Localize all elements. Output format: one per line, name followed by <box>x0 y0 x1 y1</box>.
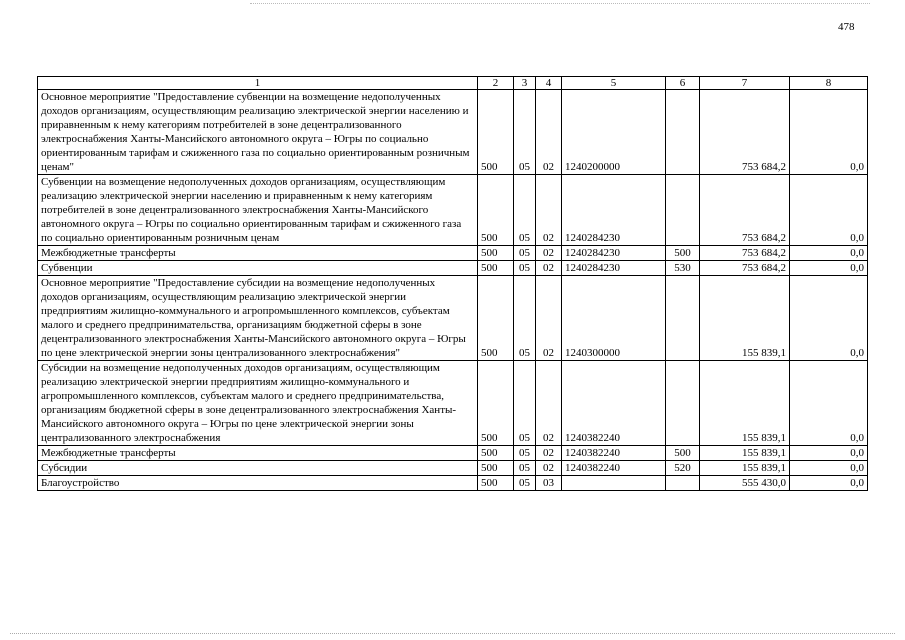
cell-col5: 1240284230 <box>562 261 666 276</box>
table-row <box>38 461 868 476</box>
cell-col6 <box>666 361 700 446</box>
cell-col8: 0,0 <box>790 276 868 361</box>
cell-col2: 500 <box>478 261 514 276</box>
budget-table <box>37 76 868 491</box>
cell-col7: 155 839,1 <box>700 361 790 446</box>
cell-col5: 1240200000 <box>562 90 666 175</box>
table-row <box>38 361 868 446</box>
cell-col2: 500 <box>478 446 514 461</box>
cell-col3: 05 <box>514 261 536 276</box>
cell-col5 <box>562 476 666 491</box>
column-header: 7 <box>700 77 790 90</box>
cell-col7: 155 839,1 <box>700 461 790 476</box>
column-header: 4 <box>536 77 562 90</box>
cell-col4: 03 <box>536 476 562 491</box>
cell-col6 <box>666 476 700 491</box>
cell-col4: 02 <box>536 90 562 175</box>
cell-col2: 500 <box>478 175 514 246</box>
column-header: 1 <box>38 77 478 90</box>
column-header: 6 <box>666 77 700 90</box>
cell-col7: 753 684,2 <box>700 261 790 276</box>
table-header-row <box>38 77 868 90</box>
cell-col2: 500 <box>478 476 514 491</box>
column-header: 2 <box>478 77 514 90</box>
table-row <box>38 476 868 491</box>
cell-col4: 02 <box>536 361 562 446</box>
cell-col4: 02 <box>536 276 562 361</box>
row-name: Благоустройство <box>38 476 478 491</box>
cell-col3: 05 <box>514 476 536 491</box>
cell-col3: 05 <box>514 446 536 461</box>
cell-col7: 753 684,2 <box>700 90 790 175</box>
cell-col6: 500 <box>666 446 700 461</box>
cell-col4: 02 <box>536 446 562 461</box>
table-row <box>38 276 868 361</box>
cell-col5: 1240284230 <box>562 246 666 261</box>
cell-col4: 02 <box>536 461 562 476</box>
cell-col6: 500 <box>666 246 700 261</box>
cell-col6 <box>666 276 700 361</box>
cell-col6: 530 <box>666 261 700 276</box>
cell-col3: 05 <box>514 461 536 476</box>
cell-col6 <box>666 175 700 246</box>
table-row <box>38 446 868 461</box>
cell-col3: 05 <box>514 175 536 246</box>
cell-col2: 500 <box>478 276 514 361</box>
cell-col6: 520 <box>666 461 700 476</box>
cell-col8: 0,0 <box>790 175 868 246</box>
cell-col2: 500 <box>478 461 514 476</box>
row-name: Субвенции <box>38 261 478 276</box>
table-row <box>38 90 868 175</box>
cell-col5: 1240382240 <box>562 461 666 476</box>
row-name: Субсидии <box>38 461 478 476</box>
cell-col7: 753 684,2 <box>700 175 790 246</box>
cell-col7: 555 430,0 <box>700 476 790 491</box>
cell-col5: 1240382240 <box>562 361 666 446</box>
cell-col5: 1240382240 <box>562 446 666 461</box>
table-row <box>38 246 868 261</box>
scan-artifact-bottom <box>10 633 895 635</box>
cell-col4: 02 <box>536 175 562 246</box>
cell-col7: 155 839,1 <box>700 276 790 361</box>
cell-col5: 1240284230 <box>562 175 666 246</box>
cell-col5: 1240300000 <box>562 276 666 361</box>
cell-col3: 05 <box>514 276 536 361</box>
cell-col8: 0,0 <box>790 461 868 476</box>
cell-col4: 02 <box>536 261 562 276</box>
row-name: Субвенции на возмещение недополученных доходов организациям, осуществляющим реализацию электрической энергии населению и приравненным к нему категориям потребителей в зоне децентрализованного электроснабжения Ханты-Мансийского автономного округа – Югры по социально ориентированным тарифам и сжиженного газа по социально ориентированным розничным ценам <box>38 175 478 246</box>
cell-col3: 05 <box>514 361 536 446</box>
table-row <box>38 261 868 276</box>
row-name: Основное мероприятие "Предоставление субсидии на возмещение недополученных доходов организациям, осуществляющим реализацию электрической энергии предприятиям жилищно-коммунального и агропромышленного комплексов, субъектам малого и среднего предпринимательства, организациям бюджетной сферы в зоне децентрализованного электроснабжения Ханты-Мансийского автономного округа – Югры по цене электрической энергии зоны централизованного электроснабжения" <box>38 276 478 361</box>
cell-col2: 500 <box>478 361 514 446</box>
cell-col8: 0,0 <box>790 90 868 175</box>
cell-col8: 0,0 <box>790 361 868 446</box>
row-name: Межбюджетные трансферты <box>38 246 478 261</box>
table-row <box>38 175 868 246</box>
row-name: Основное мероприятие "Предоставление субвенции на возмещение недополученных доходов организациям, осуществляющим реализацию электрической энергии населению и приравненным к нему категориям потребителей в зоне децентрализованного электроснабжения Ханты-Мансийского автономного округа – Югры по социально ориентированным тарифам и сжиженного газа по социально ориентированным розничным ценам" <box>38 90 478 175</box>
cell-col7: 155 839,1 <box>700 446 790 461</box>
column-header: 3 <box>514 77 536 90</box>
column-header: 8 <box>790 77 868 90</box>
cell-col4: 02 <box>536 246 562 261</box>
cell-col8: 0,0 <box>790 446 868 461</box>
row-name: Субсидии на возмещение недополученных доходов организациям, осуществляющим реализацию электрической энергии предприятиям жилищно-коммунального и агропромышленного комплексов, субъектам малого и среднего предпринимательства, организациям бюджетной сферы в зоне децентрализованного электроснабжения Ханты-Мансийского автономного округа – Югры по цене электрической энергии зоны централизованного электроснабжения <box>38 361 478 446</box>
row-name: Межбюджетные трансферты <box>38 446 478 461</box>
cell-col3: 05 <box>514 246 536 261</box>
cell-col3: 05 <box>514 90 536 175</box>
scan-artifact-top <box>250 3 870 5</box>
cell-col2: 500 <box>478 246 514 261</box>
cell-col8: 0,0 <box>790 246 868 261</box>
cell-col7: 753 684,2 <box>700 246 790 261</box>
cell-col8: 0,0 <box>790 261 868 276</box>
page-number: 478 <box>838 21 855 33</box>
cell-col8: 0,0 <box>790 476 868 491</box>
column-header: 5 <box>562 77 666 90</box>
cell-col6 <box>666 90 700 175</box>
cell-col2: 500 <box>478 90 514 175</box>
